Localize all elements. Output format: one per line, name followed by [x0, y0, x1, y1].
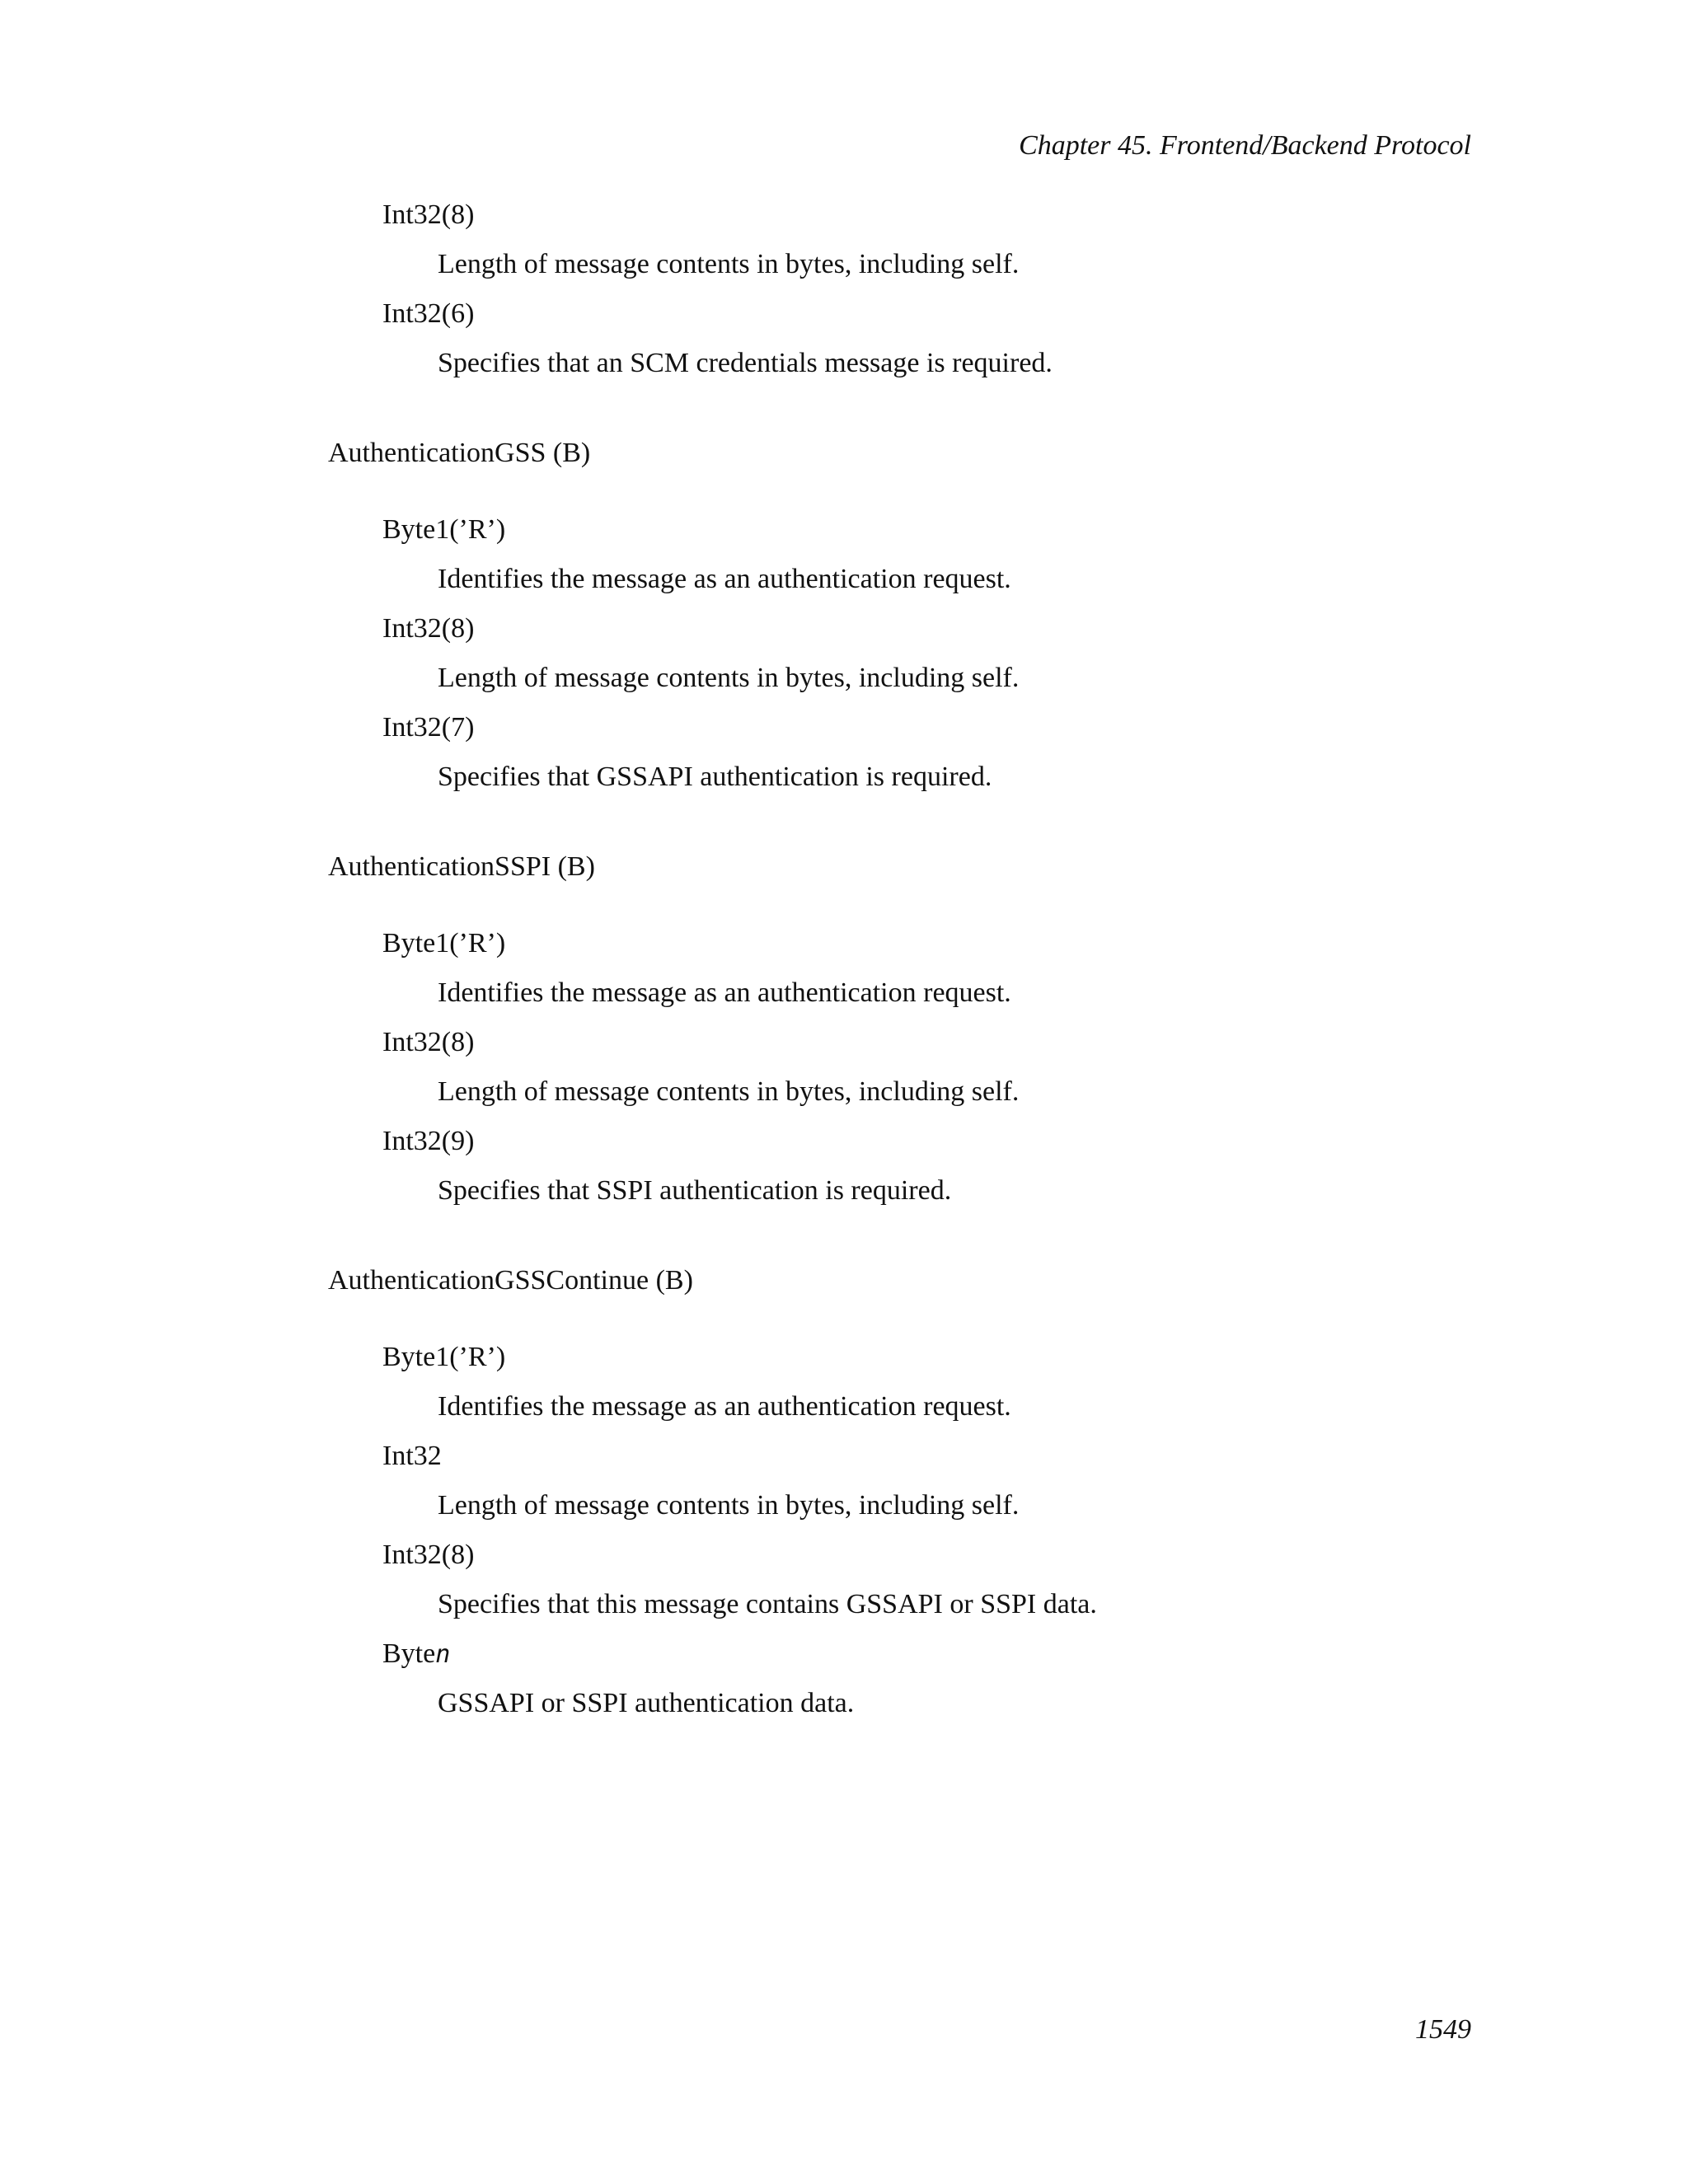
field-description: GSSAPI or SSPI authentication data. [438, 1688, 855, 1718]
running-header: Chapter 45. Frontend/Backend Protocol [1019, 130, 1471, 161]
field-name: Int32(8) [382, 1540, 475, 1570]
field-name: Int32(7) [382, 712, 475, 743]
field-name: Int32(8) [382, 1027, 475, 1057]
field-name: Byte1(’R’) [382, 928, 506, 958]
field-name: Int32 [382, 1441, 442, 1471]
message-authentication-sspi [328, 846, 1482, 1212]
field-description: Identifies the message as an authentication request. [438, 1391, 1011, 1422]
message-title: AuthenticationGSSContinue (B) [328, 1265, 693, 1296]
message-field-list [328, 923, 1482, 1212]
page-content [328, 194, 1482, 1732]
field-description: Identifies the message as an authentication request. [438, 977, 1011, 1008]
page-number: 1549 [1415, 2014, 1471, 2045]
field-description: Length of message contents in bytes, including self. [438, 663, 1020, 693]
field-description: Length of message contents in bytes, including self. [438, 1490, 1020, 1521]
field-name: Byte1(’R’) [382, 1342, 506, 1372]
field-name-prefix: Byte [382, 1638, 436, 1669]
field-name: Int32(9) [382, 1126, 475, 1156]
field-description: Specifies that this message contains GSSAPI or SSPI data. [438, 1589, 1097, 1619]
message-field-list [328, 1337, 1482, 1724]
field-description: Specifies that an SCM credentials message is required. [438, 348, 1053, 378]
field-description: Length of message contents in bytes, including self. [438, 249, 1020, 279]
message-title: AuthenticationSSPI (B) [328, 851, 595, 882]
message-field-list [328, 509, 1482, 798]
field-description: Length of message contents in bytes, including self. [438, 1076, 1020, 1107]
continued-field-list [328, 194, 1482, 384]
field-name: Byte1(’R’) [382, 514, 506, 545]
field-name: Int32(8) [382, 613, 475, 644]
field-description: Specifies that GSSAPI authentication is required. [438, 762, 992, 792]
message-authentication-gss [328, 433, 1482, 798]
message-title: AuthenticationGSS (B) [328, 438, 591, 468]
field-name: Int32(6) [382, 298, 475, 329]
field-name-byte-n [382, 1633, 1482, 1675]
field-description: Specifies that SSPI authentication is required. [438, 1175, 952, 1206]
field-name: Int32(8) [382, 199, 475, 230]
message-authentication-gss-continue [328, 1260, 1482, 1724]
field-name-variable: n [435, 1640, 451, 1669]
field-description: Identifies the message as an authentication request. [438, 564, 1011, 594]
